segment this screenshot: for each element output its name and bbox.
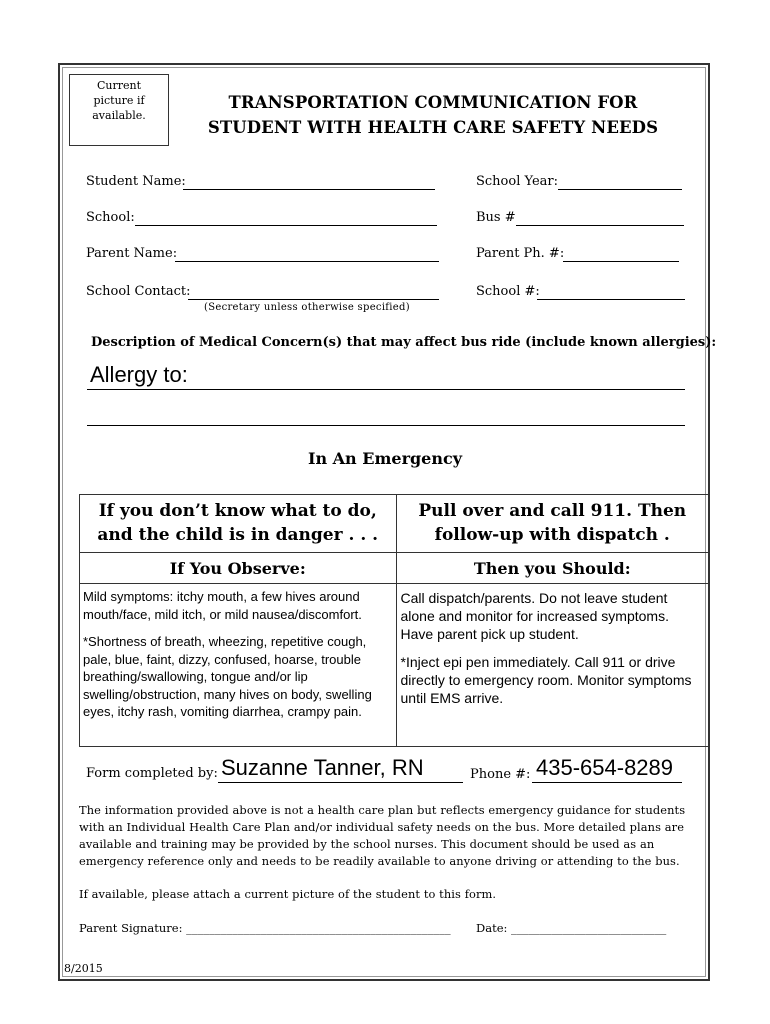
form-title	[200, 90, 666, 140]
photo-instruction: If available, please attach a current picture of the student to this form.	[79, 887, 497, 901]
student-name-field[interactable]	[183, 189, 435, 190]
medical-line-1[interactable]	[87, 389, 685, 390]
disclaimer-paragraph: The information provided above is not a health care plan but reflects emergency guidance for students with an Individual Health Care Plan and/or individual safety needs on the bus. More detailed plans are available and training may be provided by the school nurses. This document should be used as an emergency reference only and needs to be readily available to anyone driving or attending to the bus.	[79, 803, 686, 868]
school-year-field[interactable]	[558, 189, 682, 190]
parent-name-field[interactable]	[175, 261, 439, 262]
emergency-table	[79, 494, 709, 747]
observe-header: If You Observe:	[80, 553, 397, 584]
bus-label: Bus #	[476, 210, 516, 225]
parent-phone-field[interactable]	[563, 261, 679, 262]
school-number-field[interactable]	[537, 299, 685, 300]
emergency-left-header	[80, 495, 397, 553]
photo-text-line3: available.	[92, 109, 146, 122]
school-contact-label: School Contact:	[86, 284, 191, 299]
form-completed-label: Form completed by:	[86, 766, 218, 781]
completed-by-line	[218, 782, 463, 783]
revision-date: 8/2015	[64, 962, 103, 975]
title-line2: STUDENT WITH HEALTH CARE SAFETY NEEDS	[207, 118, 659, 137]
parent-signature-field[interactable]: Parent Signature: ______________________________________________	[79, 921, 451, 935]
observe-severe: *Shortness of breath, wheezing, repetitive cough, pale, blue, faint, dizzy, confused, hoarse, trouble breathing/swallowing, tongue and/or lip swelling/obstruction, many hives on body, swelling eyes, itchy rash, vomiting diarrhea, crampy pain.	[83, 634, 372, 719]
should-mild: Call dispatch/parents. Do not leave student alone and monitor for increased symptoms. Have parent pick up student.	[400, 590, 669, 642]
student-name-label: Student Name:	[86, 174, 186, 189]
school-number-label: School #:	[476, 284, 540, 299]
phone-label: Phone #:	[470, 767, 531, 782]
parent-name-label: Parent Name:	[86, 246, 178, 261]
medical-concern-label: Description of Medical Concern(s) that may affect bus ride (include known allergies):	[91, 335, 717, 350]
right-header-line1: Pull over and call 911. Then	[418, 501, 687, 521]
observe-mild: Mild symptoms: itchy mouth, a few hives around mouth/face, mild itch, or mild nausea/discomfort.	[83, 589, 362, 622]
phone-value[interactable]: 435-654-8289	[536, 755, 674, 780]
phone-line	[532, 782, 682, 783]
school-contact-field[interactable]	[188, 299, 439, 300]
right-header-line2: follow-up with dispatch .	[434, 525, 670, 545]
left-header-line2: and the child is in danger . . .	[97, 525, 379, 545]
title-line1: TRANSPORTATION COMMUNICATION FOR	[228, 93, 638, 112]
allergy-value[interactable]: Allergy to:	[90, 362, 188, 387]
photo-text-line1: Current	[96, 79, 142, 92]
bus-field[interactable]	[516, 225, 684, 226]
school-label: School:	[86, 210, 135, 225]
photo-placeholder	[69, 74, 169, 146]
school-year-label: School Year:	[476, 174, 558, 189]
completed-by-value[interactable]: Suzanne Tanner, RN	[221, 755, 424, 780]
left-header-line1: If you don’t know what to do,	[98, 501, 377, 521]
school-field[interactable]	[135, 225, 437, 226]
observe-cell	[80, 584, 397, 747]
should-header: Then you Should:	[396, 553, 709, 584]
contact-note: (Secretary unless otherwise specified)	[204, 302, 410, 313]
photo-text-line2: picture if	[93, 94, 145, 107]
should-severe: *Inject epi pen immediately. Call 911 or drive directly to emergency room. Monitor symptoms until EMS arrive.	[400, 654, 692, 706]
parent-phone-label: Parent Ph. #:	[476, 246, 565, 261]
should-cell	[396, 584, 709, 747]
date-field[interactable]: Date: ___________________________	[476, 921, 667, 935]
medical-line-2[interactable]	[87, 425, 685, 426]
emergency-title: In An Emergency	[307, 449, 463, 468]
emergency-right-header	[396, 495, 709, 553]
